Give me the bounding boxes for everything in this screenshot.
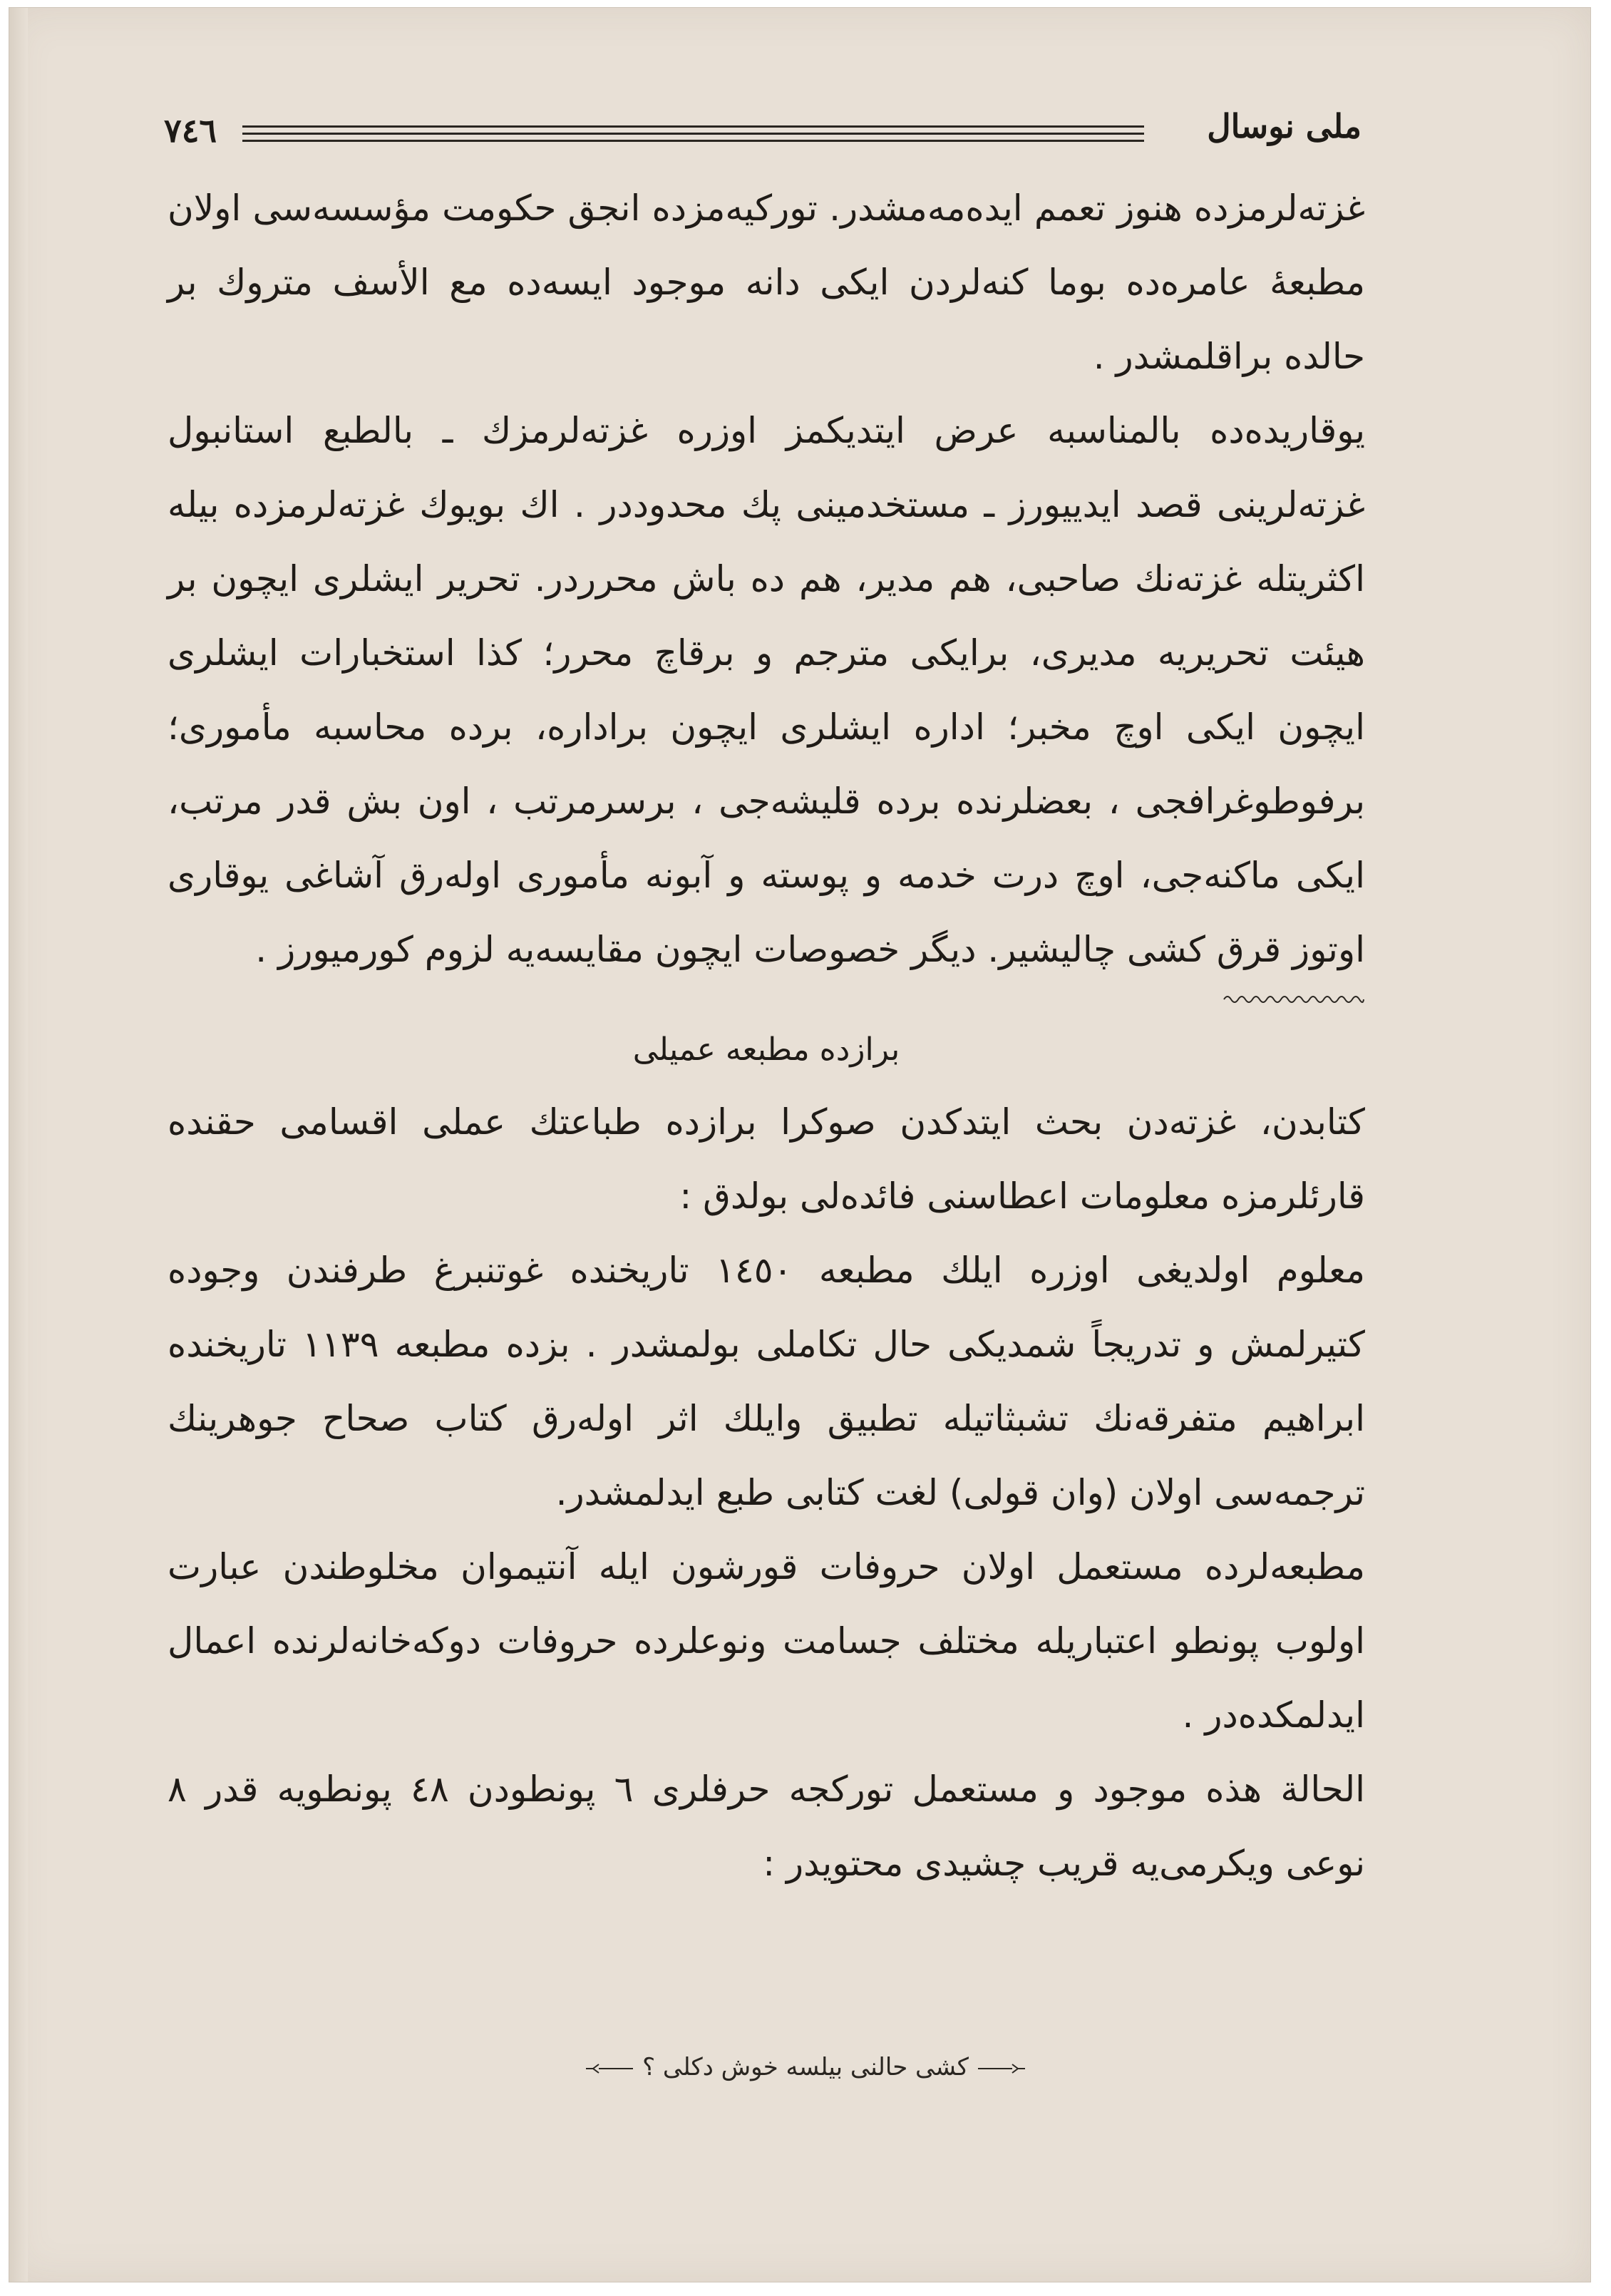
header-rule-right — [353, 125, 1144, 128]
header-rule-right — [353, 140, 1144, 142]
footnote-text: کشی حالنی بیلسه خوش دکلی ؟ — [642, 2053, 969, 2081]
header-rule-left — [242, 140, 364, 142]
paragraph: کتابدن، غزته‌دن بحث ایتدکدن صوکرا برازده طباعتك عملی اقسامی حقنده قارئلرمزه معلومات اعطاسنی فائده‌لی بولدق : — [168, 1101, 1365, 1217]
page-edge-shadow — [9, 8, 28, 2282]
running-title: ملی نوسال — [1207, 107, 1362, 145]
page-header — [164, 107, 1362, 157]
header-rule-left — [242, 125, 364, 128]
paragraph: الحالة هذه موجود و مستعمل تورکجه حرفلری ٦ پونطودن ٤٨ پونطویه قدر ٨ نوعی ویکرمی‌یه قریب چشیدی محتویدر : — [168, 1769, 1365, 1884]
paragraph: غزته‌لرمزده هنوز تعمم ایده‌مه‌مشدر. تورکیه‌مزده انجق حکومت مؤسسه‌سی اولان مطبعهٔ عامره‌ده بوما کنه‌لردن ایکی دانه موجود ایسه‌ده مع الأسف متروك بر حالده براقلمشدر . — [168, 187, 1365, 377]
footnote — [456, 2053, 1155, 2081]
wavy-divider-ornament — [1223, 991, 1365, 1008]
paragraph: معلوم اولدیغی اوزره ایلك مطبعه ۱٤٥٠ تاریخنده غوتنبرغ طرفندن وجوده کتیرلمش و تدریجاً شمدیکی حال تکاملی بولمشدر . بزده مطبعه ۱۱۳۹ تاریخنده ابراهیم متفرقه‌نك تشبثاتیله تطبیق وایلك اثر اوله‌رق کتاب صحاح جوهرینك ترجمه‌سی اولان (وان قولی) لغت کتابی طبع ایدلمشدر. — [168, 1250, 1365, 1513]
paragraph: مطبعه‌لرده مستعمل اولان حروفات قورشون ایله آنتیموان مخلوطندن عبارت اولوب پونطو اعتباریله مختلف جسامت ونوعلرده حروفات دوکه‌خانه‌لرنده اعمال ایدلمکده‌در . — [168, 1546, 1365, 1736]
paragraph: یوقاریده‌ده بالمناسبه عرض ایتدیکمز اوزره غزته‌لرمزك ـ بالطبع استانبول غزته‌لرینی قصد ایدییورز ـ مستخدمینی پك محدوددر . اك بویوك غزته‌لرمزده بیله اکثریتله غزته‌نك صاحبی، هم مدیر، هم ده باش محرردر. تحریر ایشلری ایچون بر هیئت تحریریه مدیری، برایکی مترجم و برقاچ محرر؛ کذا استخبارات ایشلری ایچون ایکی اوچ مخبر؛ اداره ایشلری ایچون برادارە، برده محاسبه مأموری؛ برفوطوغرافجی ، بعضلرنده برده قلیشه‌جی ، برسرمرتب ، اون بش قدر مرتب، ایکی ماکنه‌جی، اوچ درت خدمه و پوسته و آبونه مأموری اوله‌رق آشاغی یوقاری اوتوز قرق کشی چالیشیر. دیگر خصوصات ایچون مقایسه‌یه لزوم کورمیورز . — [168, 410, 1365, 970]
footnote-ornament-right — [977, 2063, 1026, 2074]
header-rule-left — [242, 133, 364, 135]
header-rule-right — [353, 133, 1144, 135]
section-title: برازده مطبعه عمیلی — [632, 1031, 900, 1068]
page-body — [168, 171, 1365, 1900]
footnote-ornament-left — [585, 2063, 634, 2074]
page-number: ٧٤٦ — [164, 111, 217, 150]
